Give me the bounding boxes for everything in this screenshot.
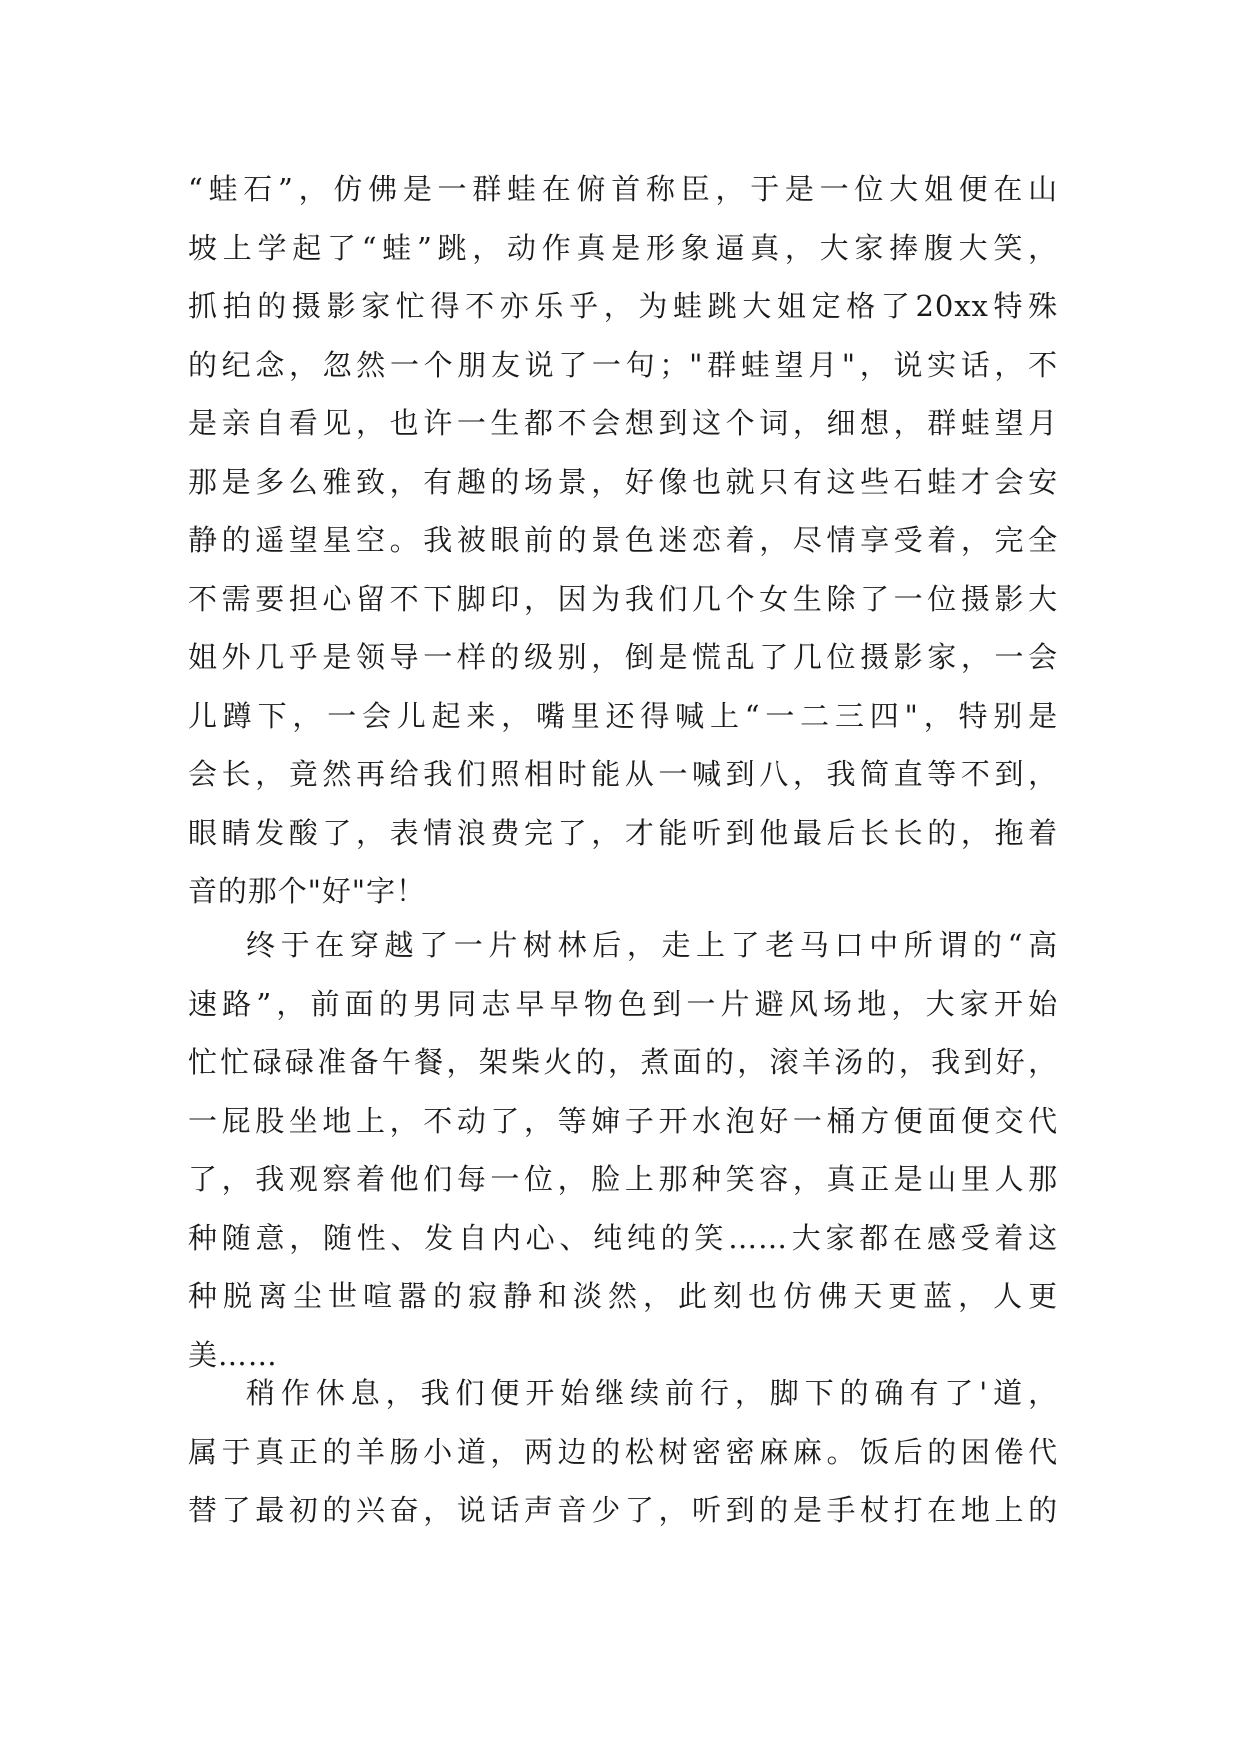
paragraph-2: [188, 916, 1058, 1384]
paragraph-line: 终于在穿越了一片树林后，走上了老马口中所谓的“高: [246, 928, 1058, 962]
paragraph-line: 稍作休息，我们便开始继续前行，脚下的确有了'道，: [246, 1376, 1058, 1410]
paragraph-line: 速路”，前面的男同志早早物色到一片避风场地，大家开始: [188, 986, 1058, 1021]
paragraph-line: “蛙石”，仿佛是一群蛙在俯首称臣，于是一位大姐便在山: [188, 172, 1058, 206]
paragraph-3: [188, 1364, 1058, 1540]
paragraph-line: 一屁股坐地上，不动了，等婶子开水泡好一桶方便面便交代: [188, 1103, 1058, 1138]
paragraph-line: 姐外几乎是领导一样的级别，倒是慌乱了几位摄影家，一会: [188, 640, 1058, 674]
paragraph-line: 不需要担心留不下脚印，因为我们几个女生除了一位摄影大: [188, 581, 1058, 616]
paragraph-line: 忙忙碌碌准备午餐，架柴火的，煮面的，滚羊汤的，我到好，: [188, 1045, 1058, 1079]
paragraph-1: [188, 160, 1058, 921]
paragraph-line: 美……: [188, 1337, 278, 1372]
paragraph-line: 会长，竟然再给我们照相时能从一喊到八，我简直等不到，: [188, 757, 1058, 791]
paragraph-line: 替了最初的兴奋，说话声音少了，听到的是手杖打在地上的: [188, 1493, 1058, 1527]
paragraph-line: 儿蹲下，一会儿起来，嘴里还得喊上“一二三四"，特别是: [188, 698, 1058, 733]
paragraph-line: 种脱离尘世喧嚣的寂静和淡然，此刻也仿佛天更蓝，人更: [188, 1279, 1058, 1313]
paragraph-line: 静的遥望星空。我被眼前的景色迷恋着，尽情享受着，完全: [188, 523, 1058, 557]
paragraph-line: 是亲自看见，也许一生都不会想到这个词，细想，群蛙望月: [188, 406, 1058, 440]
paragraph-line: 了，我观察着他们每一位，脸上那种笑容，真正是山里人那: [188, 1162, 1058, 1196]
paragraph-line: 属于真正的羊肠小道，两边的松树密密麻麻。饭后的困倦代: [188, 1434, 1058, 1469]
paragraph-line: 种随意，随性、发自内心、纯纯的笑……大家都在感受着这: [188, 1220, 1058, 1255]
paragraph-line: 那是多么雅致，有趣的场景，好像也就只有这些石蛙才会安: [188, 464, 1058, 499]
paragraph-line: 的纪念，忽然一个朋友说了一句；"群蛙望月"，说实话，不: [188, 347, 1058, 382]
paragraph-line: 坡上学起了“蛙”跳，动作真是形象逼真，大家捧腹大笑，: [188, 230, 1058, 265]
paragraph-line: 眼睛发酸了，表情浪费完了，才能听到他最后长长的，拖着: [188, 815, 1058, 850]
paragraph-line: 抓拍的摄影家忙得不亦乐乎，为蛙跳大姐定格了20xx特殊: [188, 289, 1058, 323]
paragraph-line: 音的那个"好"字！: [188, 874, 426, 908]
